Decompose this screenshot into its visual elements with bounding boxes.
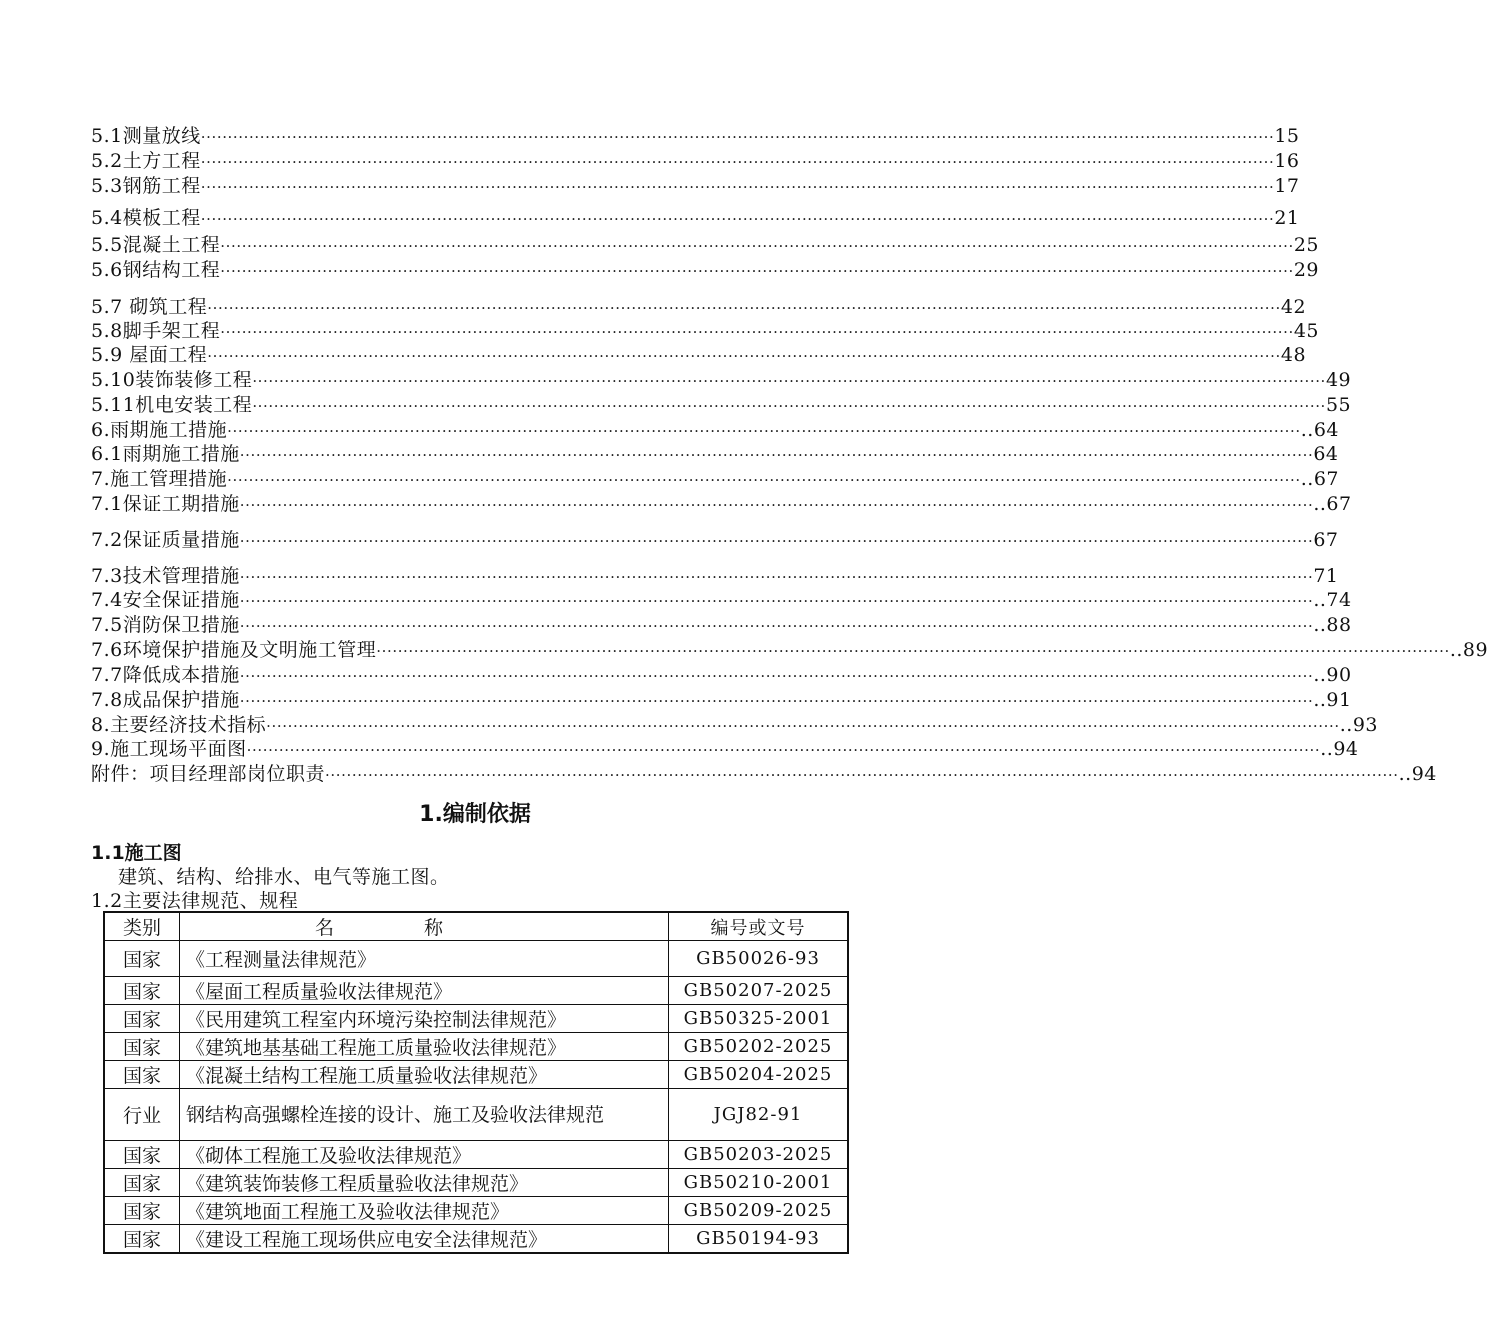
- toc-entry[interactable]: [91, 638, 1488, 662]
- toc-page: ..74: [1313, 589, 1352, 611]
- name-cell: 《建设工程施工现场供应电安全法律规范》: [180, 1225, 669, 1254]
- name-cell: [180, 1089, 669, 1141]
- table-row: [104, 1061, 848, 1089]
- toc-leader: ········································································································································································································: [252, 397, 1326, 415]
- toc-page: 45: [1293, 320, 1320, 342]
- toc-title: 附件：项目经理部岗位职责: [91, 763, 326, 785]
- category-cell: 国家: [104, 1033, 180, 1061]
- name-cell: 《建筑地基基础工程施工质量验收法律规范》: [180, 1033, 669, 1061]
- toc-page: 25: [1293, 234, 1320, 256]
- toc-leader: ········································································································································································································: [239, 667, 1314, 685]
- toc-leader: ········································································································································································································: [266, 717, 1340, 735]
- name-cell: 《屋面工程质量验收法律规范》: [180, 977, 669, 1005]
- toc-title: 5.9 屋面工程: [91, 344, 208, 366]
- column-header: 编号或文号: [669, 912, 849, 941]
- code-cell: GB50026-93: [669, 941, 849, 977]
- toc-leader: ········································································································································································································: [239, 496, 1314, 514]
- toc-entry[interactable]: [91, 713, 1379, 737]
- toc-entry[interactable]: [91, 762, 1437, 786]
- toc-title: 7.7降低成本措施: [91, 664, 240, 686]
- toc-leader: ········································································································································································································: [227, 471, 1301, 489]
- code-cell: GB50210-2001: [669, 1169, 849, 1197]
- table-header-row: [104, 912, 848, 941]
- toc-page: ..94: [1398, 763, 1437, 785]
- toc-page: 21: [1274, 207, 1300, 229]
- toc-page: 48: [1280, 344, 1307, 366]
- table-row: [104, 1197, 848, 1225]
- toc-title: 6.雨期施工措施: [91, 419, 228, 441]
- toc-leader: ········································································································································································································: [200, 153, 1275, 171]
- code-cell: GB50194-93: [669, 1225, 849, 1254]
- toc-page: 17: [1274, 175, 1300, 197]
- toc-leader: ········································································································································································································: [246, 741, 1321, 759]
- category-cell: 国家: [104, 1225, 180, 1254]
- toc-page: ..94: [1320, 738, 1359, 760]
- toc-title: 7.5消防保卫措施: [91, 614, 240, 636]
- toc-entry[interactable]: [91, 418, 1340, 442]
- toc-title: 7.6环境保护措施及文明施工管理: [91, 639, 377, 661]
- toc-title: 7.3技术管理措施: [91, 565, 240, 587]
- toc-leader: ········································································································································································································: [200, 210, 1275, 228]
- table-row: [104, 1033, 848, 1061]
- toc-entry[interactable]: [91, 564, 1339, 588]
- table-row: [104, 941, 848, 977]
- toc-page: ..64: [1300, 419, 1340, 441]
- category-cell: 国家: [104, 941, 180, 977]
- table-row: [104, 1005, 848, 1033]
- toc-entry[interactable]: [91, 174, 1300, 198]
- toc-title: 9.施工现场平面图: [91, 738, 247, 760]
- code-cell: GB50202-2025: [669, 1033, 849, 1061]
- toc-page: 55: [1325, 394, 1352, 416]
- toc-leader: ········································································································································································································: [239, 568, 1314, 586]
- toc-leader: ········································································································································································································: [207, 347, 1281, 365]
- toc-page: ..67: [1313, 493, 1352, 515]
- category-cell: 国家: [104, 1061, 180, 1089]
- toc-entry[interactable]: [91, 492, 1352, 516]
- name-cell: 《混凝土结构工程施工质量验收法律规范》: [180, 1061, 669, 1089]
- name-cell-text: 钢结构高强螺栓连接的设计、施工及验收法律规范: [186, 1103, 605, 1126]
- code-cell: GB50204-2025: [669, 1061, 849, 1089]
- toc-entry[interactable]: [91, 295, 1307, 319]
- toc-entry[interactable]: [91, 368, 1352, 392]
- name-cell: 《建筑装饰装修工程质量验收法律规范》: [180, 1169, 669, 1197]
- toc-entry[interactable]: [91, 124, 1300, 148]
- toc-leader: ········································································································································································································: [239, 617, 1314, 635]
- toc-leader: ········································································································································································································: [325, 766, 1399, 784]
- toc-leader: ········································································································································································································: [227, 422, 1301, 440]
- toc-page: ..67: [1300, 468, 1340, 490]
- category-cell: 国家: [104, 1197, 180, 1225]
- toc-title: 7.8成品保护措施: [91, 689, 240, 711]
- category-cell: 行业: [104, 1089, 180, 1141]
- code-cell: JGJ82-91: [669, 1089, 849, 1141]
- toc-title: 5.3钢筋工程: [91, 175, 201, 197]
- table-row: [104, 1225, 848, 1254]
- toc-title: 7.施工管理措施: [91, 468, 228, 490]
- toc-leader: ········································································································································································································: [252, 372, 1326, 390]
- category-cell: 国家: [104, 977, 180, 1005]
- table-row: [104, 1169, 848, 1197]
- toc-entry[interactable]: [91, 343, 1307, 367]
- name-cell: 《工程测量法律规范》: [180, 941, 669, 977]
- toc-entry[interactable]: [91, 528, 1339, 552]
- toc-title: 5.11机电安装工程: [91, 394, 253, 416]
- toc-leader: ········································································································································································································: [239, 532, 1314, 550]
- toc-title: 5.7 砌筑工程: [91, 296, 208, 318]
- toc-page: 42: [1280, 296, 1307, 318]
- subsection-heading: 1.1施工图: [91, 842, 182, 864]
- toc-leader: ········································································································································································································: [200, 178, 1275, 196]
- toc-title: 5.8脚手架工程: [91, 320, 221, 342]
- toc-page: ..91: [1313, 689, 1352, 711]
- column-header: 类别: [104, 912, 180, 941]
- column-header: 名称: [180, 912, 669, 941]
- toc-page: 15: [1274, 125, 1300, 147]
- toc-leader: ········································································································································································································: [239, 592, 1314, 610]
- toc-page: 16: [1274, 150, 1300, 172]
- toc-entry[interactable]: [91, 467, 1340, 491]
- code-cell: GB50203-2025: [669, 1141, 849, 1169]
- toc-title: 5.2土方工程: [91, 150, 201, 172]
- toc-page: 64: [1313, 443, 1339, 465]
- toc-title: 5.4模板工程: [91, 207, 201, 229]
- toc-leader: ········································································································································································································: [207, 299, 1281, 317]
- toc-leader: ········································································································································································································: [220, 323, 1294, 341]
- toc-title: 6.1雨期施工措施: [91, 443, 240, 465]
- section-heading: 1.编制依据: [419, 802, 531, 827]
- code-cell: GB50209-2025: [669, 1197, 849, 1225]
- toc-leader: ········································································································································································································: [220, 237, 1294, 255]
- name-cell: 《民用建筑工程室内环境污染控制法律规范》: [180, 1005, 669, 1033]
- subsection-heading: 1.2主要法律规范、规程: [91, 890, 299, 912]
- code-cell: GB50325-2001: [669, 1005, 849, 1033]
- toc-entry[interactable]: [91, 319, 1320, 343]
- code-cell: GB50207-2025: [669, 977, 849, 1005]
- toc-leader: ········································································································································································································: [376, 642, 1450, 660]
- toc-title: 8.主要经济技术指标: [91, 714, 267, 736]
- standards-table: [103, 911, 849, 1254]
- toc-page: 29: [1293, 259, 1320, 281]
- toc-entry[interactable]: [91, 206, 1300, 230]
- toc-entry[interactable]: [91, 233, 1320, 257]
- toc-entry[interactable]: [91, 613, 1352, 637]
- toc-leader: ········································································································································································································: [220, 262, 1294, 280]
- toc-page: ..90: [1313, 664, 1352, 686]
- table-row: [104, 1089, 848, 1141]
- name-cell: 《建筑地面工程施工及验收法律规范》: [180, 1197, 669, 1225]
- category-cell: 国家: [104, 1169, 180, 1197]
- toc-entry[interactable]: [91, 688, 1352, 712]
- category-cell: 国家: [104, 1141, 180, 1169]
- toc-title: 5.1测量放线: [91, 125, 201, 147]
- toc-title: 7.2保证质量措施: [91, 529, 240, 551]
- name-cell: 《砌体工程施工及验收法律规范》: [180, 1141, 669, 1169]
- category-cell: 国家: [104, 1005, 180, 1033]
- toc-page: 71: [1313, 565, 1339, 587]
- toc-entry[interactable]: [91, 442, 1339, 466]
- toc-entry[interactable]: [91, 663, 1352, 687]
- toc-page: ..89: [1449, 639, 1488, 661]
- toc-page: 67: [1313, 529, 1339, 551]
- toc-leader: ········································································································································································································: [239, 446, 1314, 464]
- toc-title: 5.10装饰装修工程: [91, 369, 253, 391]
- toc-page: ..93: [1339, 714, 1379, 736]
- toc-entry[interactable]: [91, 737, 1359, 761]
- toc-leader: ········································································································································································································: [239, 692, 1314, 710]
- table-row: [104, 977, 848, 1005]
- toc-page: 49: [1325, 369, 1352, 391]
- toc-title: 7.1保证工期措施: [91, 493, 240, 515]
- toc-entry[interactable]: [91, 258, 1320, 282]
- toc-title: 5.6钢结构工程: [91, 259, 221, 281]
- table-row: [104, 1141, 848, 1169]
- body-paragraph: 建筑、结构、给排水、电气等施工图。: [118, 866, 450, 888]
- toc-entry[interactable]: [91, 149, 1300, 173]
- toc-entry[interactable]: [91, 588, 1352, 612]
- toc-entry[interactable]: [91, 393, 1352, 417]
- toc-page: ..88: [1313, 614, 1352, 636]
- toc-title: 7.4安全保证措施: [91, 589, 240, 611]
- toc-leader: ········································································································································································································: [200, 128, 1275, 146]
- toc-title: 5.5混凝土工程: [91, 234, 221, 256]
